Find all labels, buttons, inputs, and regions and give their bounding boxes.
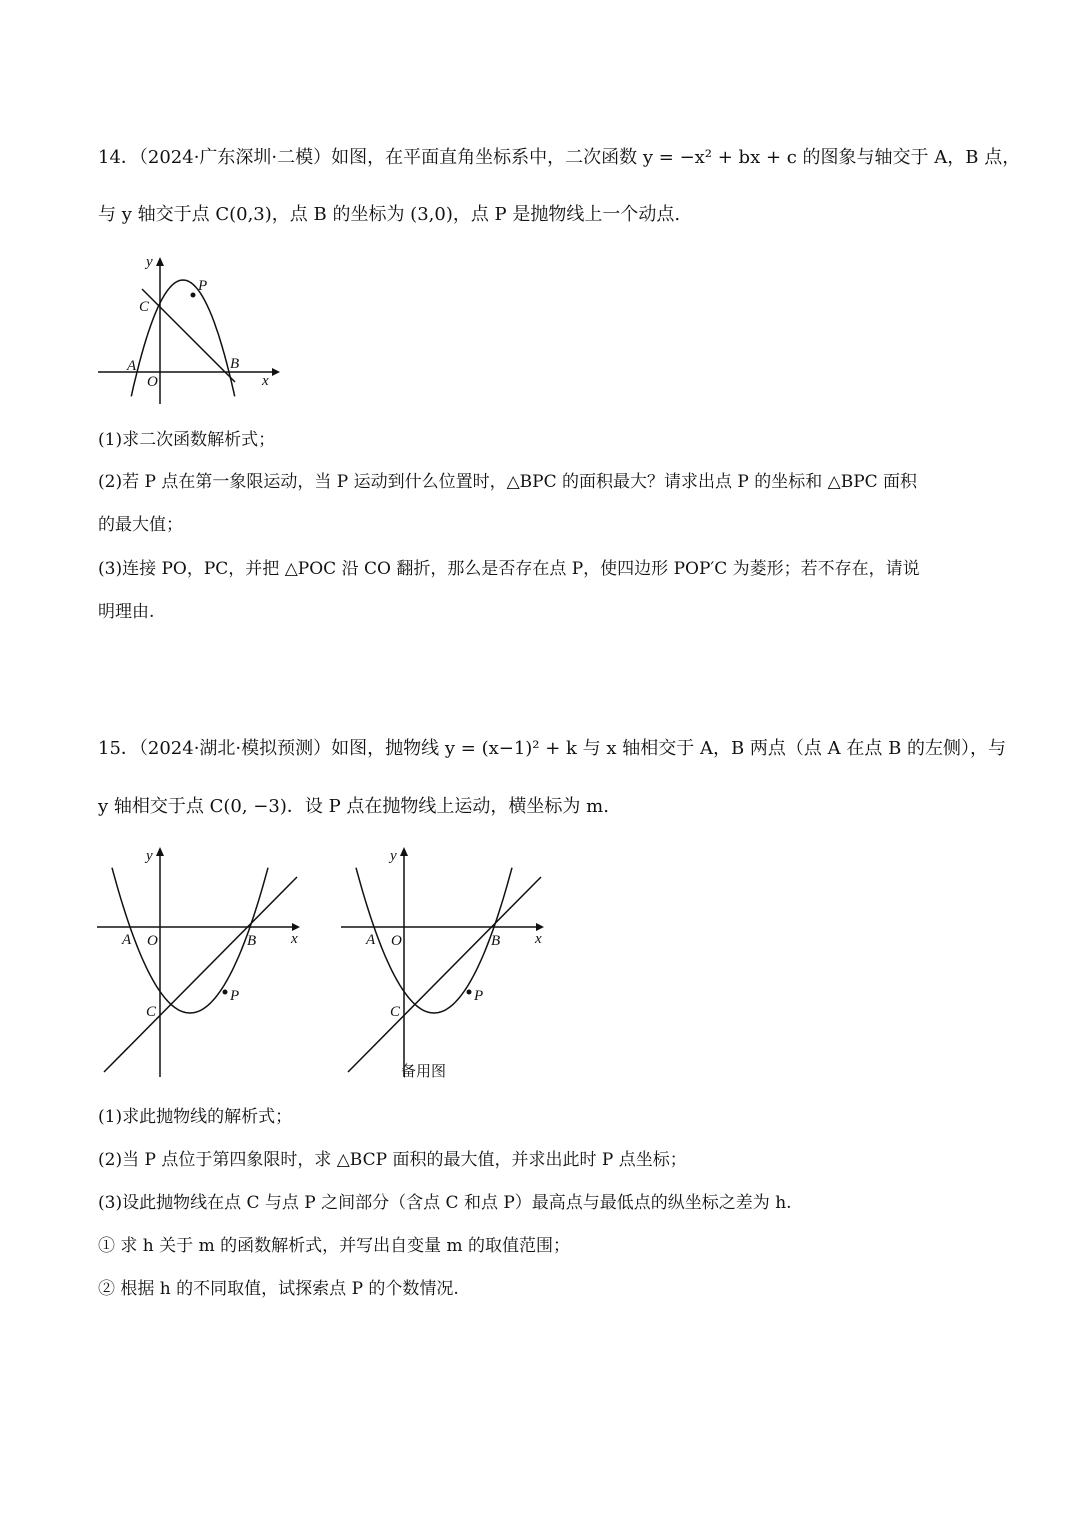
q15-figure-spare — [336, 842, 556, 1082]
q15-spare-label-c: C — [390, 1004, 401, 1020]
q14-point-p — [191, 293, 196, 298]
q15-figure-main — [92, 842, 312, 1082]
q15-spare-caption: 备用图 — [401, 1062, 447, 1080]
q15-label-p: P — [230, 988, 240, 1004]
q15-label-a: A — [122, 932, 132, 948]
q14-part3-line2: 明理由. — [98, 602, 155, 622]
q15-spare-label-p: P — [474, 988, 484, 1004]
q14-x-arrow — [272, 368, 280, 376]
q15-spare-line-bc — [348, 877, 541, 1072]
q15-line-bc — [104, 877, 297, 1072]
q14-stem-line2: 与 y 轴交于点 C(0,3)，点 B 的坐标为 (3,0)，点 P 是抛物线上一个动点. — [98, 204, 681, 225]
q15-label-x: x — [291, 931, 298, 947]
q14-label-a: A — [127, 358, 137, 374]
q15-part1: (1)求此抛物线的解析式； — [98, 1107, 293, 1127]
q14-part2-line1: (2)若 P 点在第一象限运动，当 P 运动到什么位置时，△BPC 的面积最大？请求出点 P 的坐标和 △BPC 面积 — [98, 472, 918, 492]
q14-label-x: x — [262, 373, 269, 389]
q14-figure — [90, 252, 290, 412]
q15-spare-point-p — [467, 990, 472, 995]
q15-sub2: ② 根据 h 的不同取值，试探索点 P 的个数情况. — [98, 1279, 459, 1299]
q14-part3-line1: (3)连接 PO，PC，并把 △POC 沿 CO 翻折，那么是否存在点 P，使四边形 POP′C 为菱形；若不存在，请说 — [98, 559, 920, 579]
q14-y-arrow — [156, 257, 164, 266]
q15-label-c: C — [146, 1004, 157, 1020]
q14-label-b: B — [230, 356, 240, 372]
q15-parabola — [112, 868, 268, 1013]
q14-line-bc — [142, 289, 235, 382]
q14-label-p: P — [198, 278, 208, 294]
q14-part1: (1)求二次函数解析式； — [98, 430, 276, 450]
q15-part3: (3)设此抛物线在点 C 与点 P 之间部分（含点 C 和点 P）最高点与最低点的纵坐标之差为 h. — [98, 1193, 792, 1213]
q15-spare-label-a: A — [366, 932, 376, 948]
q15-label-b: B — [247, 933, 257, 949]
q15-spare-label-y: y — [390, 848, 397, 864]
q14-label-c: C — [139, 299, 150, 315]
q15-spare-parabola — [356, 868, 512, 1013]
q15-stem-line2: y 轴相交于点 C(0, −3)．设 P 点在抛物线上运动，横坐标为 m. — [98, 796, 609, 817]
q15-spare-label-o: O — [391, 933, 402, 949]
q14-part2-line2: 的最大值； — [98, 515, 183, 535]
q14-label-o: O — [147, 374, 158, 390]
q15-label-o: O — [147, 933, 158, 949]
q14-label-y: y — [146, 254, 153, 270]
q15-sub1: ① 求 h 关于 m 的函数解析式，并写出自变量 m 的取值范围； — [98, 1236, 571, 1256]
q14-stem-line1: 14．（2024·广东深圳·二模）如图，在平面直角坐标系中，二次函数 y = −x² + bx + c 的图象与轴交于 A，B 点， — [98, 147, 1021, 168]
q15-point-p — [223, 990, 228, 995]
q15-part2: (2)当 P 点位于第四象限时，求 △BCP 面积的最大值，并求出此时 P 点坐标； — [98, 1150, 687, 1170]
q15-stem-line1: 15．（2024·湖北·模拟预测）如图，抛物线 y = (x−1)² + k 与 x 轴相交于 A，B 两点（点 A 在点 B 的左侧），与 — [98, 738, 1007, 759]
q15-spare-label-b: B — [491, 933, 501, 949]
q15-label-y: y — [146, 848, 153, 864]
q15-spare-label-x: x — [535, 931, 542, 947]
